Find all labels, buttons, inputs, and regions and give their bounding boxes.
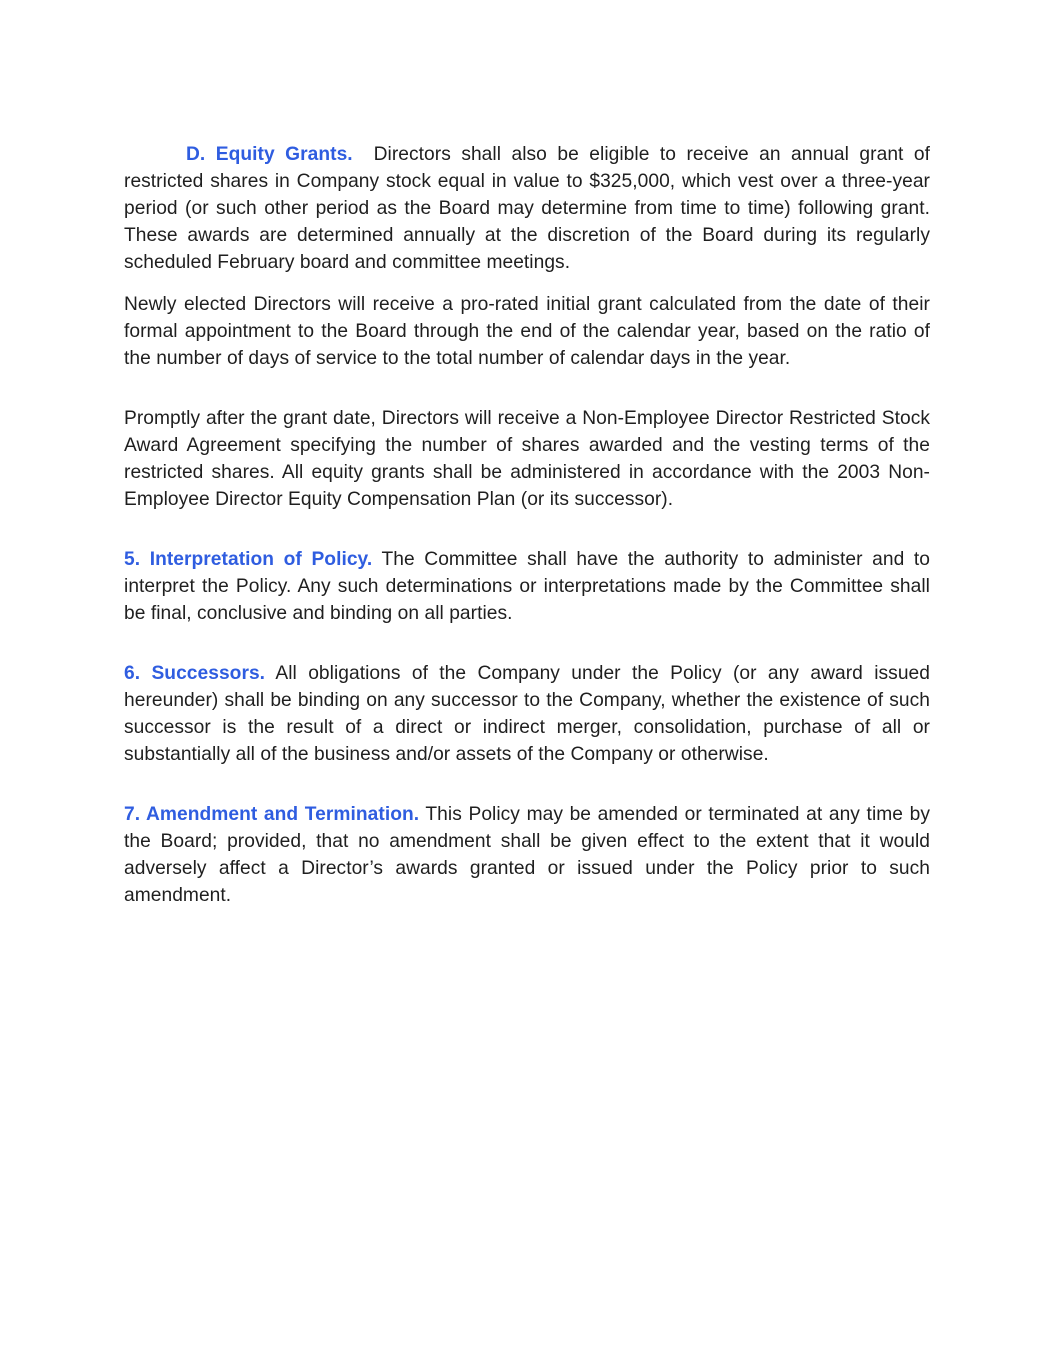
section-7-body: This Policy may be amended or terminated at any time by the Board; provided, that no amendment shall be given effect to the extent that it would adversely affect a Director’s awards granted or issued under the Policy prior to such amendment. [124,804,930,906]
section-6-heading: 6. Successors. [124,663,266,684]
document-page [124,141,930,909]
newly-elected-paragraph: Newly elected Directors will receive a pro-rated initial grant calculated from the date of their formal appointment to the Board through the end of the calendar year, based on the ratio of the number of days of service to the total number of calendar days in the year. [124,294,930,369]
section-d-paragraph [124,141,930,276]
section-7-heading: 7. Amendment and Termination. [124,804,420,825]
promptly-paragraph: Promptly after the grant date, Directors will receive a Non-Employee Director Restricted Stock Award Agreement specifying the number of shares awarded and the vesting terms of the restricted shares. All equity grants shall be administered in accordance with the 2003 Non-Employee Director Equity Compensation Plan (or its successor). [124,408,930,510]
section-5-heading: 5. Interpretation of Policy. [124,549,373,570]
section-6-paragraph [124,660,930,768]
section-7-paragraph [124,801,930,909]
section-5-body: The Committee shall have the authority to administer and to interpret the Policy. Any such determinations or interpretations made by the Committee shall be final, conclusive and binding on all parties. [124,549,930,624]
section-d-body: Directors shall also be eligible to receive an annual grant of restricted shares in Company stock equal in value to $325,000, which vest over a three-year period (or such other period as the Board may determine from time to time) following grant. These awards are determined annually at the discretion of the Board during its regularly scheduled February board and committee meetings. [124,144,930,273]
section-d-heading: D. Equity Grants. [186,144,353,165]
section-6-body: All obligations of the Company under the Policy (or any award issued hereunder) shall be binding on any successor to the Company, whether the existence of such successor is the result of a direct or indirect merger, consolidation, purchase of all or substantially all of the business and/or assets of the Company or otherwise. [124,663,930,765]
section-5-paragraph [124,546,930,627]
